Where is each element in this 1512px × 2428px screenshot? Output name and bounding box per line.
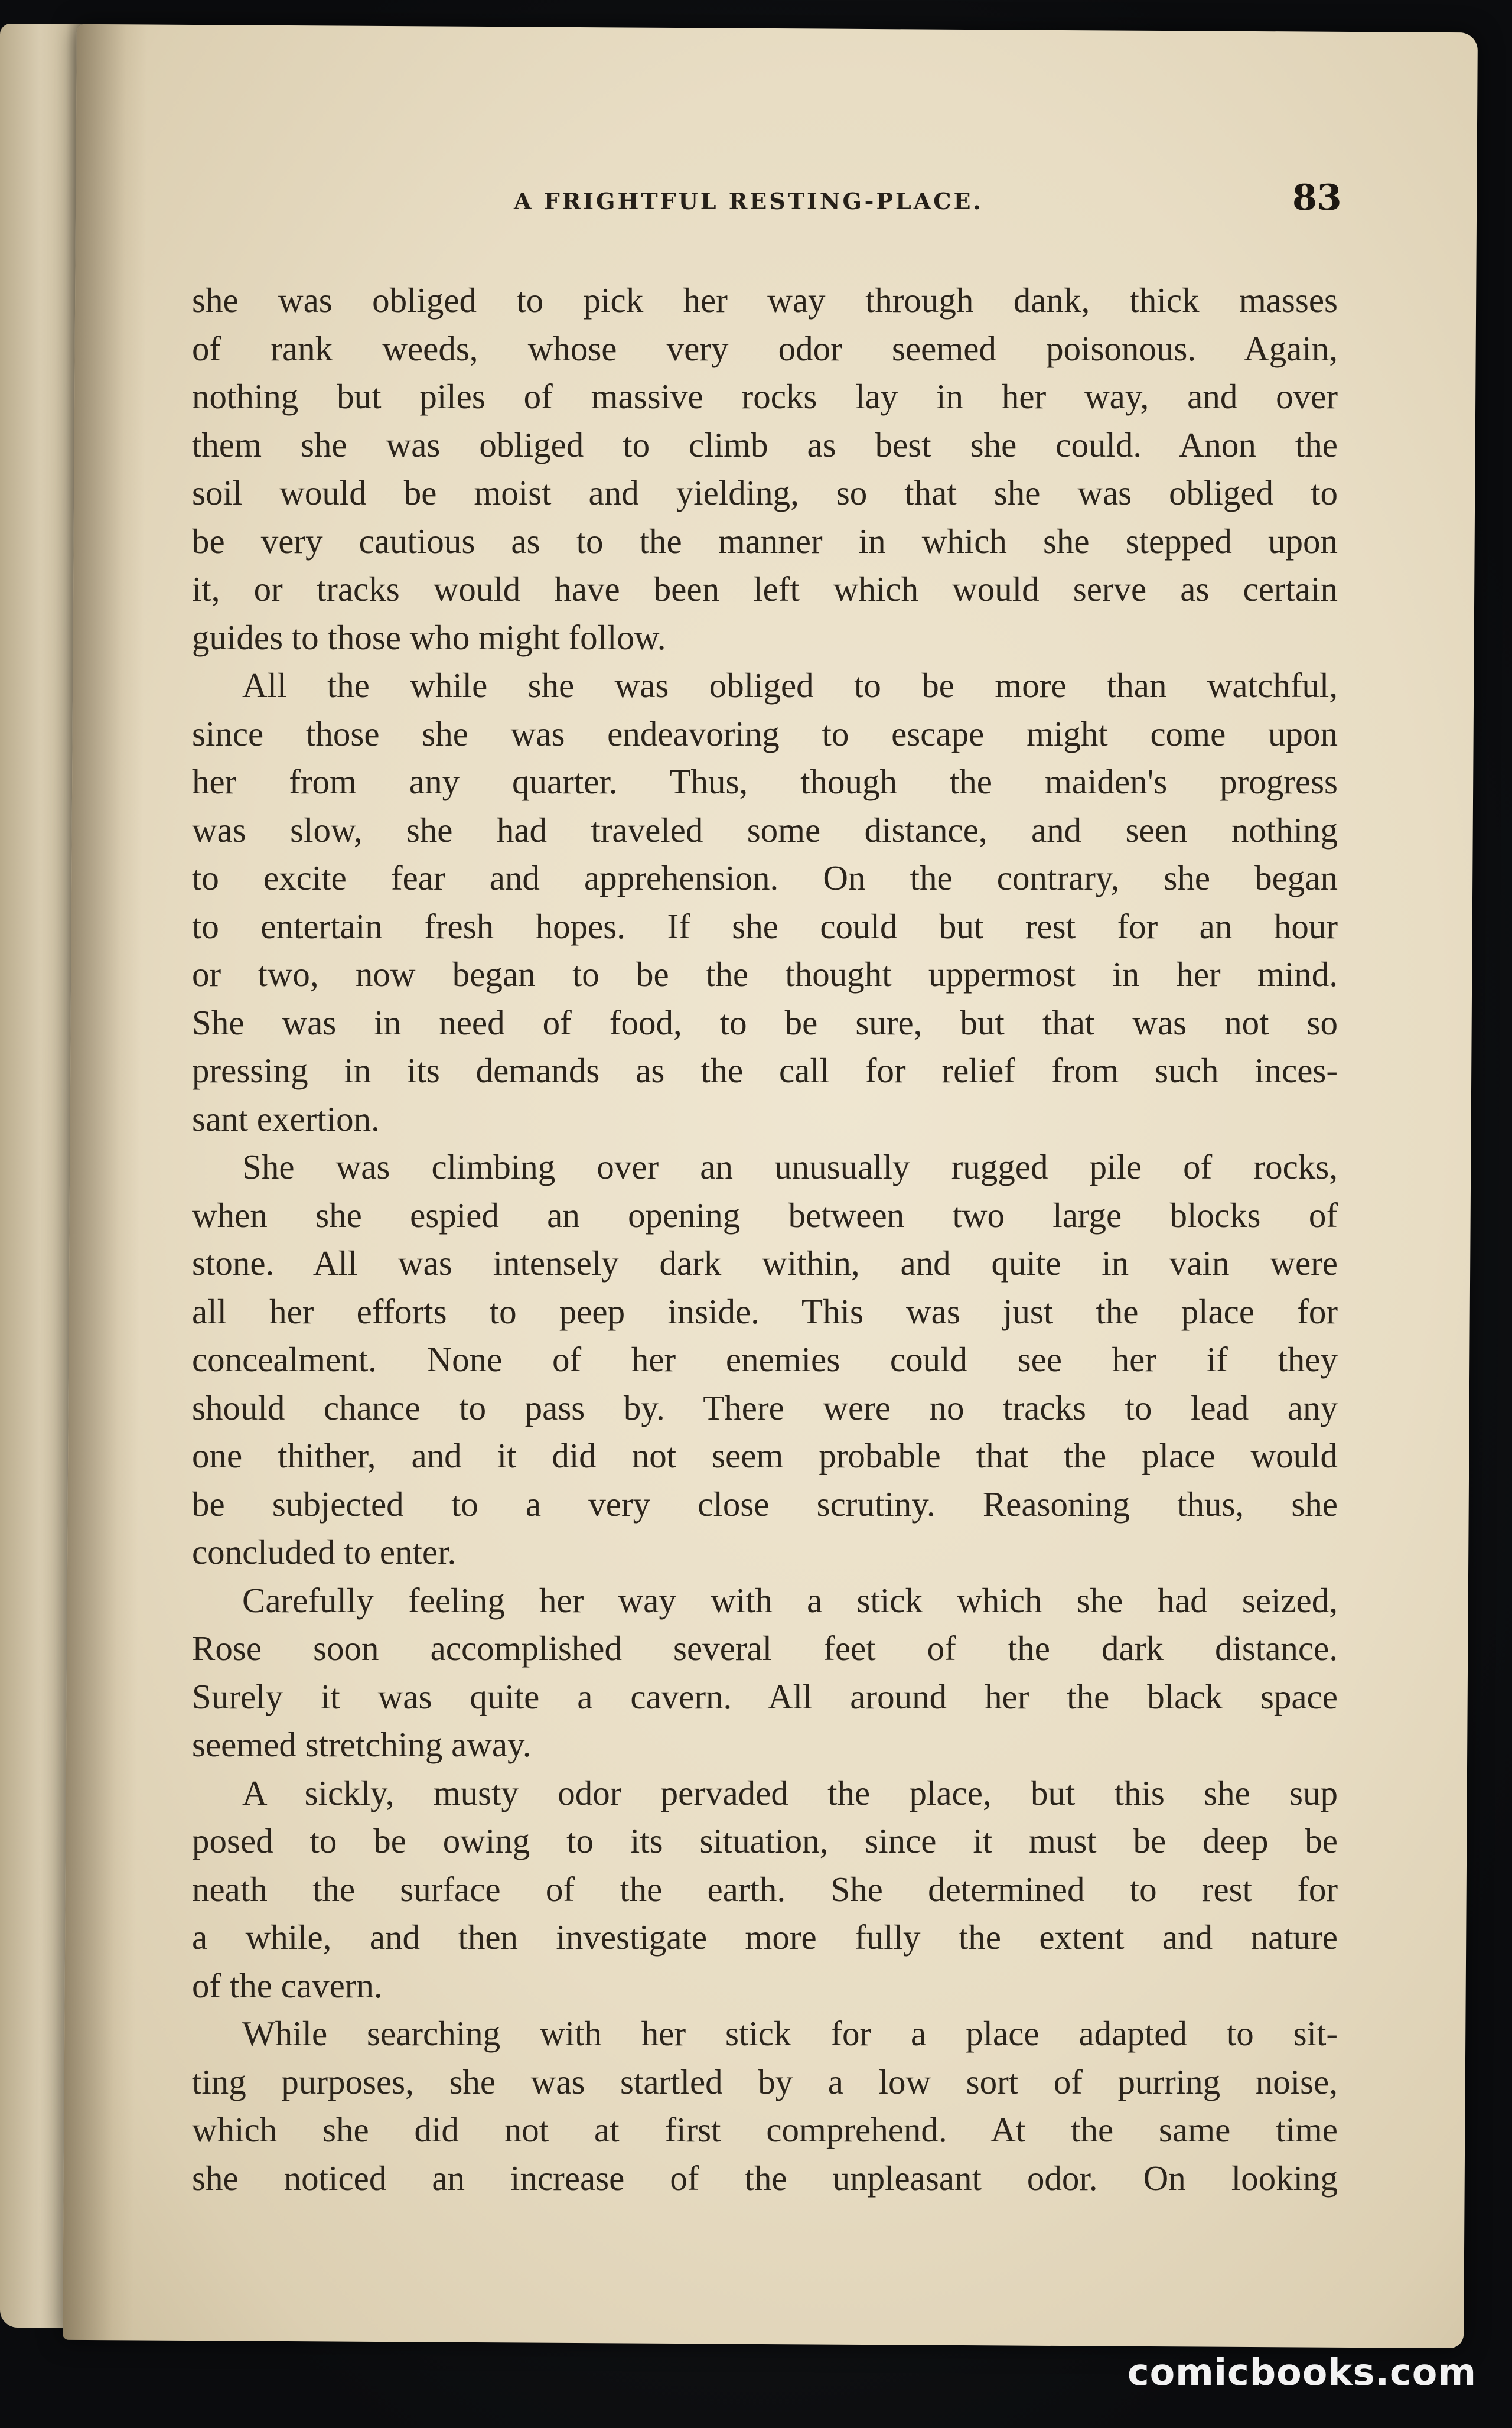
text-line: of rank weeds, whose very odor seemed poisonous. Again, [192, 328, 1338, 368]
text-line: While searching with her stick for a place adapted to sit- [242, 2014, 1338, 2053]
text-line: be very cautious as to the manner in which she stepped upon [192, 521, 1338, 561]
text-line: one thither, and it did not seem probable that the place would [192, 1436, 1338, 1475]
text-line: sant exertion. [192, 1099, 380, 1138]
text-line: ting purposes, she was startled by a low sort of purring noise, [192, 2062, 1338, 2101]
text-line: Carefully feeling her way with a stick which she had seized, [242, 1580, 1338, 1620]
text-line: soil would be moist and yielding, so that she was obliged to [192, 473, 1338, 512]
text-line: nothing but piles of massive rocks lay in her way, and over [192, 377, 1338, 416]
watermark: comicbooks.com [1127, 2351, 1477, 2394]
text-line: guides to those who might follow. [192, 617, 666, 657]
text-line: should chance to pass by. There were no tracks to lead any [192, 1388, 1338, 1427]
text-line: to entertain fresh hopes. If she could but rest for an hour [192, 906, 1338, 946]
text-line: or two, now began to be the thought uppermost in her mind. [192, 955, 1338, 994]
page-number: 83 [1292, 177, 1342, 219]
text-line: seemed stretching away. [192, 1725, 532, 1764]
running-head: A FRIGHTFUL RESTING-PLACE. [514, 188, 983, 214]
text-line: concluded to enter. [192, 1532, 457, 1571]
text-line: All the while she was obliged to be more than watchful, [242, 666, 1338, 705]
text-line: of the cavern. [192, 1965, 383, 2005]
body-text [192, 276, 1338, 2202]
text-line: Rose soon accomplished several feet of the dark distance. [192, 1629, 1338, 1668]
text-line: when she espied an opening between two large blocks of [192, 1195, 1338, 1235]
text-line: She was in need of food, to be sure, but that was not so [192, 1003, 1338, 1042]
text-line: posed to be owing to its situation, since it must be deep be [192, 1821, 1338, 1860]
text-line: She was climbing over an unusually rugged pile of rocks, [242, 1147, 1338, 1186]
text-line: concealment. None of her enemies could see her if they [192, 1340, 1338, 1379]
text-line: her from any quarter. Thus, though the maiden's progress [192, 762, 1338, 801]
text-line: all her efforts to peep inside. This was just the place for [192, 1291, 1338, 1331]
text-line: a while, and then investigate more fully the extent and nature [192, 1918, 1338, 1957]
text-line: pressing in its demands as the call for relief from such inces- [192, 1051, 1338, 1090]
text-line: Surely it was quite a cavern. All around her the black space [192, 1677, 1338, 1716]
text-line: to excite fear and apprehension. On the contrary, she began [192, 858, 1338, 897]
text-line: be subjected to a very close scrutiny. Reasoning thus, she [192, 1484, 1338, 1524]
text-line: neath the surface of the earth. She determined to rest for [192, 1869, 1338, 1909]
text-line: them she was obliged to climb as best she could. Anon the [192, 425, 1338, 464]
text-line: which she did not at first comprehend. At the same time [192, 2110, 1338, 2149]
text-line: was slow, she had traveled some distance, and seen nothing [192, 810, 1338, 850]
gutter-shadow [63, 24, 148, 2341]
text-line: since those she was endeavoring to escape might come upon [192, 714, 1338, 753]
text-line: she noticed an increase of the unpleasant odor. On looking [192, 2158, 1338, 2198]
text-line: stone. All was intensely dark within, and quite in vain were [192, 1244, 1338, 1283]
text-line: she was obliged to pick her way through dank, thick masses [192, 281, 1338, 320]
text-line: A sickly, musty odor pervaded the place, but this she sup [242, 1773, 1338, 1812]
text-line: it, or tracks would have been left which would serve as certain [192, 569, 1338, 608]
